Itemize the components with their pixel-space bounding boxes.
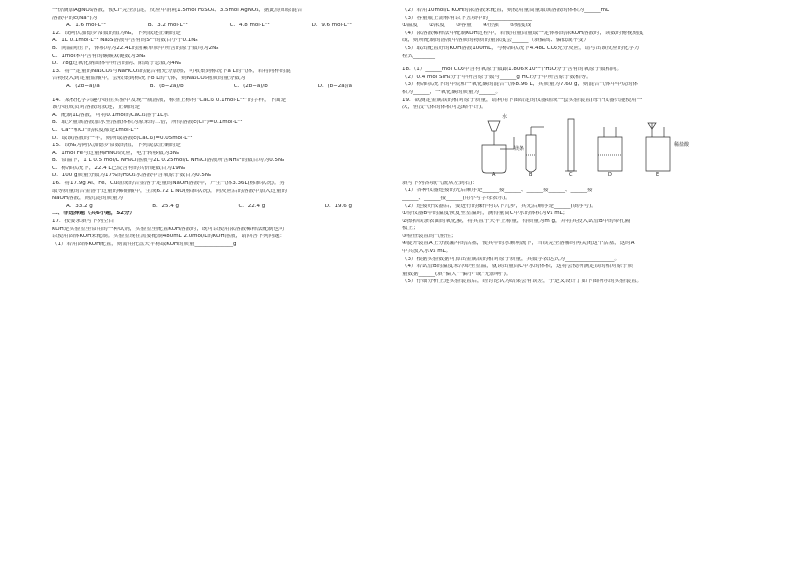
answer-option: D．9.6 mol·L⁻¹ (311, 23, 352, 29)
apparatus-label: 水 (502, 113, 508, 120)
text-line: 该小组成员对溶液的叙述，正确的是 (52, 105, 141, 111)
text-line: D．78g过氧化钠固体中所含的阴、阳离子总数为4Nₐ (52, 61, 181, 67)
apparatus-label: C (569, 171, 573, 178)
apparatus-label: B (529, 171, 533, 178)
text-line: （3）容量瓶上需标有以下五项中的________________ (402, 15, 533, 21)
text-line: （2）连接好仪器后，要进行的操作有以下几步，其先后顺序是______(填序号)。 (402, 203, 597, 209)
text-line: 12．设阿伏加德罗常数的值为Nₐ，下列叙述正确的是 (52, 30, 181, 36)
right-column (402, 8, 752, 287)
answer-options (52, 204, 382, 212)
text-line: B．常温下，1 L 0.5 mol/L NH₄Cl溶液与2L 0.25mol/L NH₄Cl溶液所含NH₄⁺的数目均为0.5Nₐ (52, 158, 285, 164)
text-line: 13．将一定量的Na₂CO₃与NaHCO₃的混合物充分加热，可收集到标况下a L的气体，若将同样的混 (52, 68, 291, 74)
section-title: 二、非选择题（共6小题，52分） (52, 211, 135, 217)
text-line: 溶液中的c(Na⁺)为 (52, 15, 98, 21)
text-line: 取等质量的合金溶于过量的稀硝酸中，生成6.72 L NO(标准状况)，向反应后的溶液中加入过量的 (52, 188, 288, 194)
text-line: （5）仔细分析上述实验装置后，经讨论认为结果会有误差，于是又设计了如下图所示的实验装置。 (402, 279, 643, 285)
text-line: 一份滴加AgNO₃溶液，使Cl⁻完全沉淀，反应中消耗1.5mol H₂SO₄、3.5mol AgNO₃，据此得知原混合 (52, 8, 303, 13)
text-line: （1）若用固体KOH配置，则需用托盘天平称取KOH的质量______________g (52, 241, 237, 247)
text-line: 线，则所配制的溶液中溶质的物质的量浓度会______（填偏高、偏低或不变） (402, 38, 590, 44)
text-line: D．100 g质量分数为17%的H₂O₂水溶液中含氧原子数目为0.5Nₐ (52, 173, 212, 179)
text-line: ①温度 ②浓度 ③容量 ④压强 ⑤刻度线 (402, 23, 532, 29)
answer-option: C．22.4 g (238, 203, 266, 209)
text-line: A．1L 0.1mol·L⁻¹ Na₂S溶液中含有的S²⁻的数目小于0.1Nₐ (52, 38, 198, 44)
apparatus-drawing (402, 115, 702, 177)
text-line: 次，但没气体的体积可忽略不计)。 (402, 105, 487, 111)
text-line: 17．按要求填写下列空白 (52, 219, 114, 225)
apparatus-label: D (608, 171, 612, 178)
answer-option: A．(2b−a)/a (66, 83, 100, 89)
apparatus-diagram (402, 115, 752, 177)
text-line: B．取少量该溶液加水至溶液体积为原来的二倍，所得溶液c(Cl⁻)=0.1mol·L⁻¹ (52, 120, 243, 126)
text-line: （3）根据实验数据可算出金属镁的相对原子质量，其数学表达式为__________________。 (402, 256, 621, 262)
text-line: ②擦掉镁条表面的氧化膜，将其置于天平上称量，得质量为m g，并将其投入试管B中的带孔隔 (402, 218, 631, 224)
answer-option: A．1.6 mol·L⁻¹ (66, 23, 106, 29)
text-line: C．标准状况下，22.4 L己烷含有的共价键数目为19Nₐ (52, 165, 186, 171)
text-line: C．1mol苯中含有的碳碳双键数为3Nₐ (52, 53, 146, 59)
answer-options (52, 23, 382, 31)
text-line: 板上； (402, 226, 419, 232)
text-line: 18.（1）______mol CO₂中含有氧原子数跟1.806×10²⁴个H₂O分子含有的氧原子数相同。 (402, 67, 623, 73)
left-column (52, 8, 382, 249)
answer-option: B．25.4 g (152, 203, 179, 209)
apparatus-label: A (492, 171, 496, 178)
text-line: B．同温同压下，体积均为22.4L的卤素单质中所含的原子数均为2Nₐ (52, 45, 219, 51)
text-line: 积为______，一氧化碳的质量为______。 (402, 89, 502, 95)
answer-option: D．19.6 g (324, 203, 352, 209)
text-line: 中共放入水V₂ mL。 (402, 249, 452, 255)
text-line: （4）浓溶液稀释法中配制KOH过程中，若使用量筒量取一定体积的浓KOH溶液时，读数时俯视刻度 (402, 30, 644, 36)
text-line: 量数据______(填“偏大”“偏小”或“无影响”)。 (402, 271, 512, 277)
text-line: 16．将17.9g Al、Fe、Cu组成的合金溶于足量的NaOH溶液中，产生气体3.36L(标准状况)。另 (52, 181, 285, 187)
text-line: KOH是实验室里常用的一种试剂，实验室里配置KOH溶液时，既可以使用浓溶液稀释法配制也可 (52, 226, 285, 232)
text-line: ③检查装置的气密性； (402, 233, 457, 239)
text-line: （2）0.4 mol SiH₄分子中所含原子数与______g HCl分子中所含原子数相等。 (402, 74, 592, 80)
text-line: （2）若用10mol/L KOH的浓溶液来配置，则使用量筒量取该溶液的体积为______mL (402, 8, 610, 13)
text-line: 15．设Nₐ为阿伏加德罗常数的值，下列说法正确的是 (52, 143, 181, 149)
apparatus-label: 镁条 (514, 145, 525, 152)
apparatus-label: E (656, 171, 660, 178)
text-line: 合物投入到足量盐酸中，会收集到标况下b L的气体，则Na₂CO₃物质的量分数为 (52, 76, 246, 82)
answer-option: D．(b−2a)/a (317, 83, 352, 89)
text-line: 19．欲测定金属镁的相对原子质量，请利用下图给定的仪器组成一套实验装置(每个仪器只能使用一 (402, 97, 643, 103)
text-line: （1）各种仪器连接的先后顺序是______接______、______接______、______接 (402, 188, 593, 194)
text-line: 14．某校化学兴趣小组在实验中发现一瓶溶液，标签上标有“CaCl₂ 0.1mol·L⁻¹”的字样，下面是 (52, 97, 287, 103)
answer-option: A．33.2 g (66, 203, 93, 209)
text-line: C．Ca²⁺和Cl⁻的浓度都是1mol·L⁻¹ (52, 127, 139, 133)
answer-option: B．(b−2a)/b (149, 83, 184, 89)
answer-option: B．3.2 mol·L⁻¹ (147, 23, 188, 29)
apparatus-label: 稀盐酸 (674, 141, 690, 148)
text-line: 以使用固体KOH来配制。实验室现在需要配制480mL 2.0mol/L的KOH溶液，请回答下列问题： (52, 234, 286, 240)
text-line: 填写下列各项(气流从左到右)： (402, 180, 478, 186)
text-line: 程式________ (402, 53, 436, 59)
text-line: ④旋开装置A上分液漏斗的活塞，使其中的水顺利流下，当镁完全溶解时再关闭这个活塞，这时A (402, 241, 635, 247)
text-line: （4）若试管B的温度未冷却至室温，就读出量筒C中水的体积，这将会使所测定镁的相对原子质 (402, 264, 634, 270)
answer-option: C．4.8 mol·L⁻¹ (229, 23, 270, 29)
text-line: A．1mol Fe与过量稀HNO₃反应，电子转移数为3Nₐ (52, 150, 180, 156)
text-line: （3）标准状况下的甲烷和一氧化碳的混合气体8.96 L，其质量为7.60 g，则混合气体中甲烷的体 (402, 82, 639, 88)
text-line: ①待仪器B中的温度恢复至室温时，测得量筒C中水的体积为V₁ mL； (402, 211, 569, 217)
answer-options (52, 84, 382, 92)
text-line: ______、______接______(用小写字母表示)。 (402, 195, 511, 201)
text-line: （5）取出配置好的KOH溶液100mL，与标准状况下4.48L CO₂充分反应，请写出该反应的化学方 (402, 45, 640, 51)
text-line: A．配制1L溶液，可将0.1mol的CaCl₂溶于1L水 (52, 112, 169, 118)
text-line: NaOH溶液，则沉淀的质量为 (52, 196, 123, 202)
text-line: D．取该溶液的一半，则所取溶液c(CaCl₂)=0.05mol·L⁻¹ (52, 135, 193, 141)
answer-option: C．(2b−a)/b (233, 83, 268, 89)
